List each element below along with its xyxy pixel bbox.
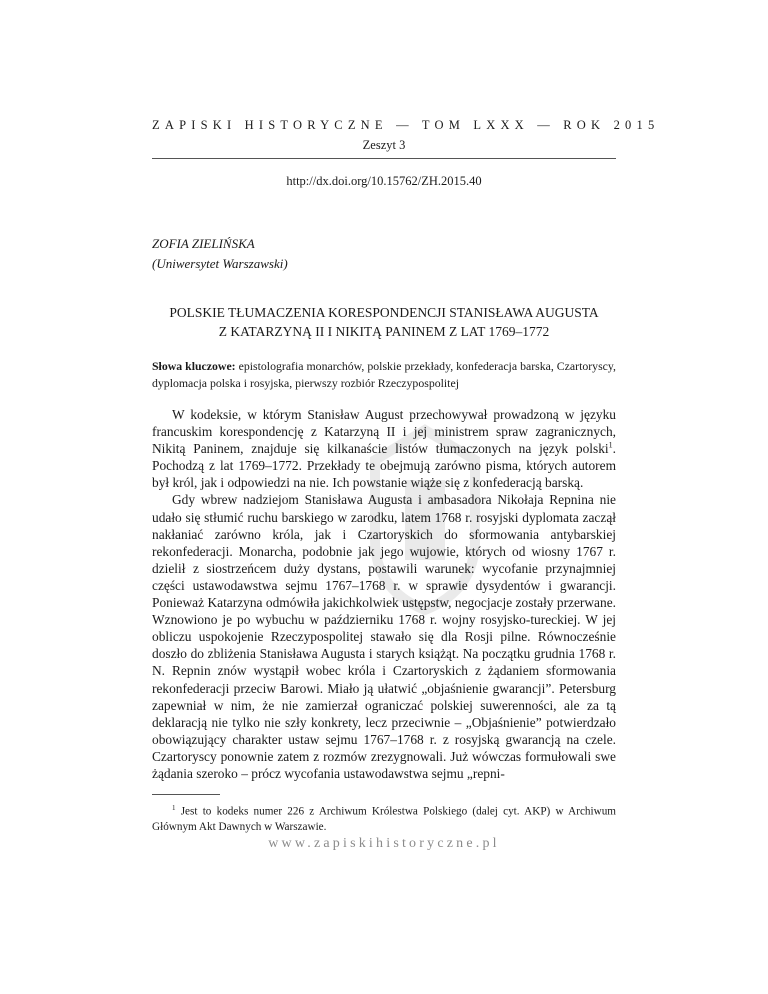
author-block xyxy=(152,234,288,274)
footer-url[interactable]: www.zapiskihistoryczne.pl xyxy=(268,836,500,851)
paragraph-text: . Pochodzą z lat 1769–1772. Przekłady te obejmują zarówno pisma, których autorem był król, jak i odpowiedzi na nie. Ich powstanie wiąże się z konfederacją barską. xyxy=(152,441,616,491)
footnote-text: Jest to kodeks numer 226 z Archiwum Królestwa Polskiego (dalej cyt. AKP) w Archiwum Głównym Akt Dawnych w Warszawie. xyxy=(152,805,616,833)
header-word: 2015 xyxy=(613,118,660,132)
paragraph xyxy=(152,406,616,491)
footnote-ref[interactable]: 1 xyxy=(608,440,613,450)
header-word: LXXX xyxy=(473,118,529,132)
header-word: ROK xyxy=(563,118,606,132)
article-title xyxy=(152,303,616,341)
title-line: Z KATARZYNĄ II I NIKITĄ PANINEM Z LAT 1769–1772 xyxy=(218,324,550,339)
article-body xyxy=(152,406,616,782)
header-word: ZAPISKI xyxy=(152,118,237,132)
keywords xyxy=(152,358,616,392)
issue-number: Zeszyt 3 xyxy=(362,138,406,152)
header-word: TOM xyxy=(421,118,466,132)
author-name: ZOFIA ZIELIŃSKA xyxy=(152,236,255,251)
author-affiliation: (Uniwersytet Warszawski) xyxy=(152,256,288,271)
footnote xyxy=(152,801,616,835)
header-word: — xyxy=(537,118,555,132)
title-line: POLSKIE TŁUMACZENIA KORESPONDENCJI STANISŁAWA AUGUSTA xyxy=(169,305,599,320)
keywords-label: Słowa kluczowe: xyxy=(152,359,236,373)
doi-link[interactable]: http://dx.doi.org/10.15762/ZH.2015.40 xyxy=(286,174,482,188)
paragraph: Gdy wbrew nadziejom Stanisława Augusta i ambasadora Nikołaja Repnina nie udało się stłumić ruchu barskiego w zarodku, latem 1768 r. rosyjski dyplomata zaczął nakłaniać zarówno króla, jak i Czartoryskich do sformowania antybarskiej rekonfederacji. Monarcha, podobnie jak jego wujowie, których od wiosny 1767 r. dzielił z siostrzeńcem duży dystans, postawili warunek: wycofanie przynajmniej części ustawodawstwa sejmu 1767–1768 r. w sprawie dysydentów i gwarancji. Ponieważ Katarzyna odmówiła jakichkolwiek ustępstw, negocjacje zostały przerwane. Wznowiono je po wybuchu w październiku 1768 r. wojny rosyjsko-tureckiej. W jej obliczu uspokojenie Rzeczypospolitej stawało się dla Rosji pilne. Równocześnie doszło do zbliżenia Stanisława Augusta i starych książąt. Na początku grudnia 1768 r. N. Repnin znów wystąpił wobec króla i Czartoryskich z żądaniem sformowania rekonfederacji przeciw Barowi. Miało ją ułatwić „objaśnienie gwarancji”. Petersburg zapewniał w nim, że nie zamierzał ograniczać polskiej suwerenności, ale za tą deklaracją nie tylko nie szły konkrety, lecz przeciwnie – „Objaśnienie” potwierdzało obowiązujący charakter ustaw sejmu 1767–1768 r. z rosyjską gwarancją na czele. Czartoryscy ponownie zatem z rozmów zrezygnowali. Już wówczas formułowali swe żądania szeroko – prócz wycofania ustawodawstwa sejmu „repni- xyxy=(152,492,616,781)
keywords-text: epistolografia monarchów, polskie przekłady, konfederacja barska, Czartoryscy, dyplomacja polska i rosyjska, pierwszy rozbiór Rzeczypospolitej xyxy=(152,359,616,390)
header-word: — xyxy=(396,118,414,132)
header-rule xyxy=(152,158,616,159)
footnote-number: 1 xyxy=(172,804,176,812)
header-word: HISTORYCZNE xyxy=(244,118,388,132)
paragraph-text: W kodeksie, w którym Stanisław August przechowywał prowadzoną w języku francuskim korespondencję z Katarzyną II i jej ministrem spraw zagranicznych, Nikitą Paninem, znajduje się kilkanaście listów tłumaczonych na język polski xyxy=(152,407,616,457)
footnote-rule xyxy=(152,794,220,795)
journal-header xyxy=(152,118,660,133)
